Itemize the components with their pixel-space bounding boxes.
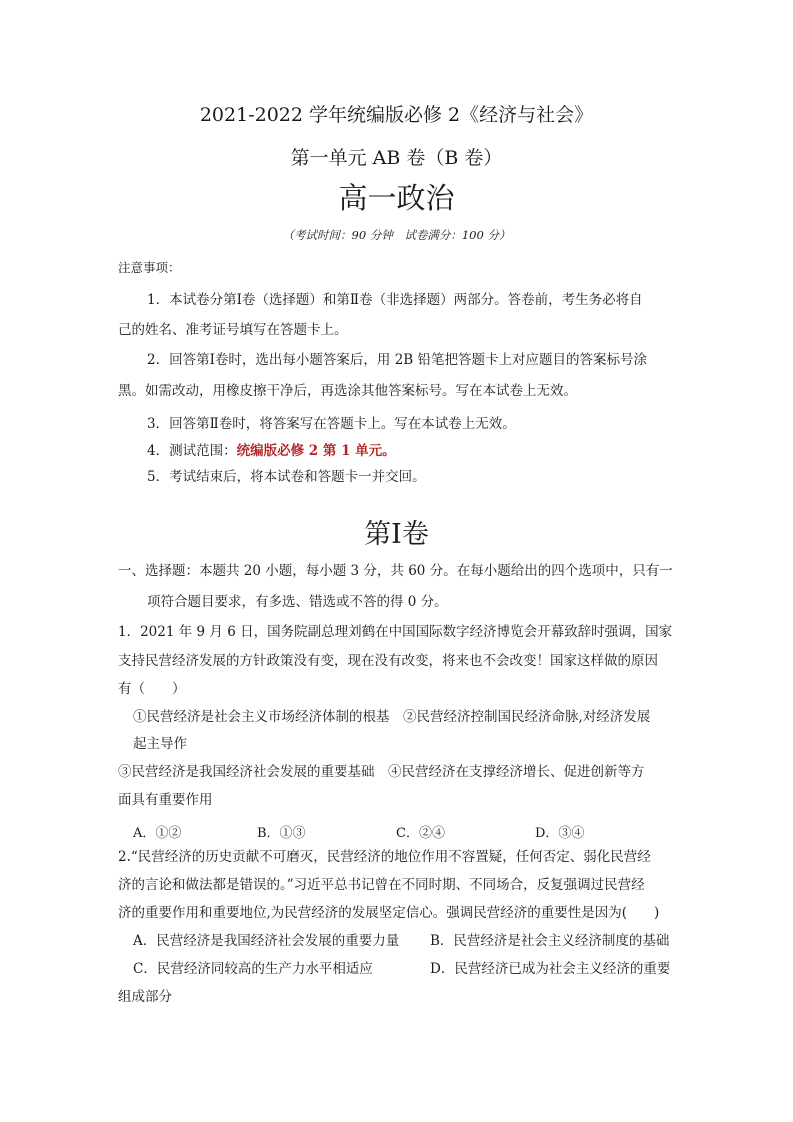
q2-stem-line2: 济的言论和做法都是错误的。”习近平总书记曾在不同时期、不同场合，反复强调过民营经 <box>118 877 645 893</box>
note-item-1-line1: 1．本试卷分第Ⅰ卷（选择题）和第Ⅱ卷（非选择题）两部分。答卷前，考生务必将自 <box>147 292 643 308</box>
note-item-5: 5．考试结束后，将本试卷和答题卡一并交回。 <box>147 469 426 485</box>
q2-option-a: A．民营经济是我国经济社会发展的重要力量 <box>133 933 400 949</box>
exam-info: （考试时间：90 分钟 试卷满分：100 分） <box>282 228 511 242</box>
q2-stem-line3: 济的重要作用和重要地位,为民营经济的发展坚定信心。强调民营经济的重要性是因为( ) <box>118 905 660 921</box>
note-item-4 <box>147 445 396 459</box>
q1-option-c: C．②④ <box>396 826 445 841</box>
notes-heading: 注意事项： <box>118 260 181 275</box>
test-range: 统编版必修 2 第 1 单元。 <box>236 443 396 459</box>
q1-statement-line3: ③民营经济是我国经济社会发展的重要基础 ④民营经济在支撑经济增长、促进创新等方 <box>118 764 645 780</box>
q1-stem-line2: 支持民营经济发展的方针政策没有变，现在没有改变，将来也不会改变！国家这样做的原因 <box>118 653 658 669</box>
q2-option-b: B．民营经济是社会主义经济制度的基础 <box>430 933 670 949</box>
q2-option-c: C．民营经济同较高的生产力水平相适应 <box>133 961 373 977</box>
section-title: 第Ⅰ卷 <box>364 519 429 550</box>
note-item-3: 3．回答第Ⅱ卷时，将答案写在答题卡上。写在本试卷上无效。 <box>147 416 516 432</box>
q2-option-d-line2: 组成部分 <box>118 989 172 1005</box>
note-item-2-line1: 2．回答第Ⅰ卷时，选出每小题答案后，用 2B 铅笔把答题卡上对应题目的答案标号涂 <box>147 352 648 368</box>
section-intro-line1: 一、选择题：本题共 20 小题，每小题 3 分，共 60 分。在每小题给出的四个选项中，只有一 <box>118 563 673 579</box>
q1-statement-line2: 起主导作 <box>133 736 187 752</box>
note-item-2-line2: 黑。如需改动，用橡皮擦干净后，再选涂其他答案标号。写在本试卷上无效。 <box>118 383 577 399</box>
exam-title-line2: 第一单元 AB 卷（B 卷） <box>290 147 503 169</box>
q1-statement-line4: 面具有重要作用 <box>118 792 213 808</box>
q2-option-d-line1: D．民营经济已成为社会主义经济的重要 <box>430 961 671 977</box>
exam-title-line1: 2021-2022 学年统编版必修 2《经济与社会》 <box>199 104 594 126</box>
note-item-1-line2: 己的姓名、准考证号填写在答题卡上。 <box>118 322 348 338</box>
q1-option-a: A．①② <box>133 826 182 841</box>
note-item-4-prefix: 4．测试范围： <box>147 443 237 459</box>
q1-option-b: B．①③ <box>257 826 306 841</box>
q1-stem-line3: 有（ ） <box>118 681 186 697</box>
q1-statement-line1: ①民营经济是社会主义市场经济体制的根基 ②民营经济控制国民经济命脉,对经济发展 <box>133 709 651 725</box>
section-intro-line2: 项符合题目要求，有多选、错选或不答的得 0 分。 <box>147 594 448 610</box>
subject-title: 高一政治 <box>338 181 455 215</box>
q1-stem-line1: 1．2021 年 9 月 6 日，国务院副总理刘鹤在中国国际数字经济博览会开幕致辞时强调，国家 <box>118 624 673 640</box>
q2-stem-line1: 2.“民营经济的历史贡献不可磨灭，民营经济的地位作用不容置疑，任何否定、弱化民营经 <box>118 849 651 865</box>
q1-option-d: D．③④ <box>535 826 585 841</box>
